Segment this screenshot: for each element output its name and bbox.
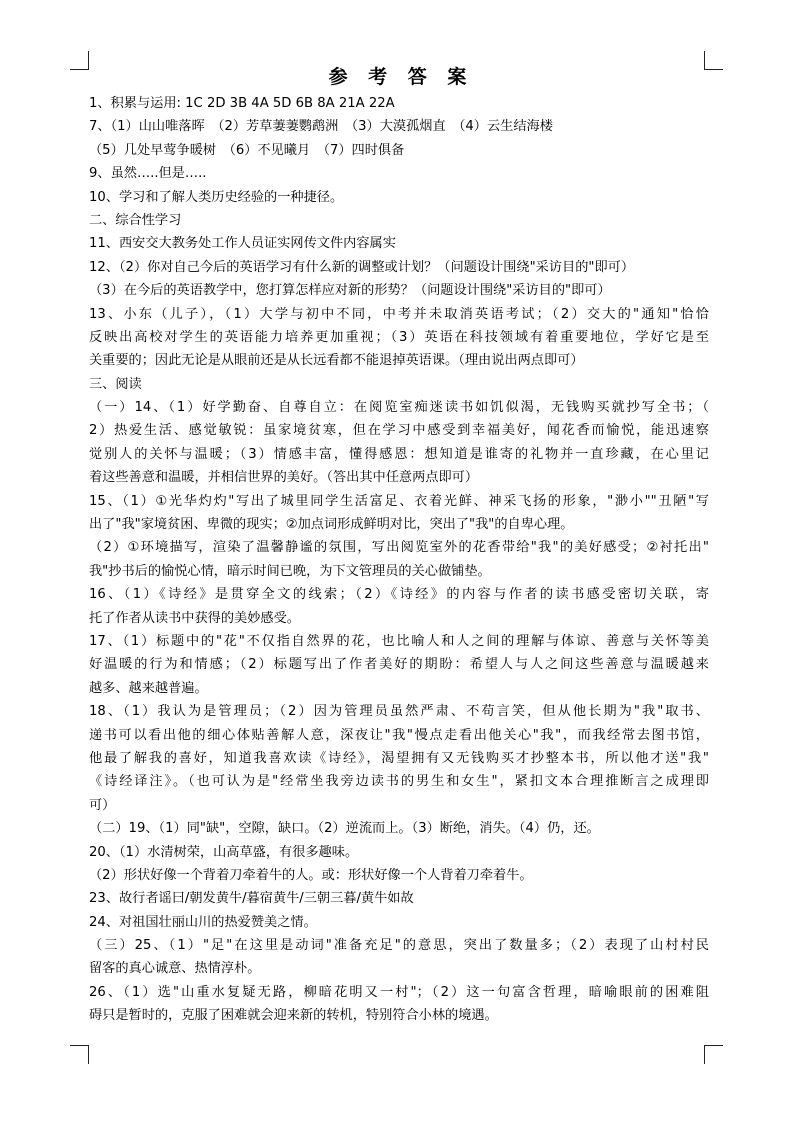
answer-line: （3）在今后的英语教学中，您打算怎样应对新的形势？（问题设计围绕"采访目的"即可） <box>89 283 611 299</box>
answer-line: （一）14、（1）好学勤奋、自尊自立：在阅览室痴迷读书如饥似渴，无钱购买就抄写全书；（ <box>89 400 709 416</box>
answer-line: （二）19、（1）同"缺"，空隙，缺口。（2）逆流而上。（3）断绝，消失。（4）仍，还。 <box>89 821 600 837</box>
answer-line: 反映出高校对学生的英语能力培养更加重视；（3）英语在科技领域有着重要地位，学好它是至 <box>89 329 709 345</box>
answer-line: 13、小东（儿子），（1）大学与初中不同，中考并未取消英语考试；（2）交大的"通知"恰恰 <box>89 306 709 322</box>
answer-line: 托了作者从读书中获得的美妙感受。 <box>89 610 300 626</box>
answer-line: 12、（2）你对自己今后的英语学习有什么新的调整或计划？（问题设计围绕"采访目的"即可） <box>89 259 635 275</box>
answer-line: 7、（1）山山唯落晖 （2）芳草萋萋鹦鹉洲 （3）大漠孤烟直 （4）云生结海楼 <box>89 119 553 135</box>
answer-line: 23、故行者谣曰/朝发黄牛/暮宿黄牛/三朝三暮/黄牛如故 <box>89 891 414 907</box>
answer-line: 9、虽然…..但是….. <box>89 166 207 182</box>
answer-line: （三）25、（1）"足"在这里是动词"准备充足"的意思，突出了数量多；（2）表现了山村村民 <box>89 938 709 954</box>
answer-line: 碍只是暂时的，克服了困难就会迎来新的转机，特别符合小林的境遇。 <box>89 1008 498 1024</box>
answer-line: 三、阅读 <box>89 376 142 392</box>
answer-line: （2）①环境描写，渲染了温馨静谧的氛围，写出阅览室外的花香带给"我"的美好感受；②衬托出" <box>89 540 709 556</box>
answer-line: 着这些善意和温暖，并相信世界的美好。（答出其中任意两点即可） <box>89 470 479 486</box>
answer-line: 可） <box>89 797 116 813</box>
answer-line: 觉别人的关怀与温暖；（3）情感丰富，懂得感恩：想知道是谁寄的礼物并一直珍藏，在心里记 <box>89 446 709 462</box>
answer-line: 24、对祖国壮丽山川的热爱赞美之情。 <box>89 914 317 930</box>
answer-line: 11、西安交大教务处工作人员证实网传文件内容属实 <box>89 236 396 252</box>
answer-line: 二、综合性学习 <box>89 212 182 228</box>
answer-body <box>89 92 709 1028</box>
answer-line: 好温暖的行为和情感；（2）标题写出了作者美好的期盼：希望人与人之间这些善意与温暖越来 <box>89 657 709 673</box>
answer-line: 16、（1）《诗经》是贯穿全文的线索；（2）《诗经》的内容与作者的读书感受密切关联，寄 <box>89 587 709 603</box>
answer-line: 26、（1）选"山重水复疑无路，柳暗花明又一村"；（2）这一句富含哲理，暗喻眼前的困难阻 <box>89 984 709 1000</box>
answer-line: 20、（1）水清树荣，山高草盛，有很多趣味。 <box>89 844 359 860</box>
crop-mark-bottom-left <box>70 1045 89 1064</box>
answer-line: （2）形状好像一个背着刀牵着牛的人。或：形状好像一个人背着刀牵着牛。 <box>89 867 533 883</box>
crop-mark-bottom-right <box>704 1045 723 1064</box>
answer-line: 越多、越来越普遍。 <box>89 680 208 696</box>
answer-line: 1、积累与运用: 1C 2D 3B 4A 5D 6B 8A 21A 22A <box>89 96 395 111</box>
answer-line: 17、（1）标题中的"花"不仅指自然界的花，也比喻人和人之间的理解与体谅、善意与关怀等美 <box>89 633 709 649</box>
answer-line: 关重要的；因此无论是从眼前还是从长远看都不能退掉英语课。（理由说出两点即可） <box>89 353 584 369</box>
answer-line: 留客的真心诚意、热情淳朴。 <box>89 961 261 977</box>
answer-line: 递书可以看出他的细心体贴善解人意，深夜让"我"慢点走看出他关心"我"，而我经常去图书馆， <box>89 727 709 743</box>
answer-line: 18、（1）我认为是管理员；（2）因为管理员虽然严肃、不苟言笑，但从他长期为"我"取书、 <box>89 704 709 720</box>
answer-line: 我"抄书后的愉悦心情，暗示时间已晚，为下文管理员的关心做铺垫。 <box>89 563 491 579</box>
answer-line: 15、（1）①光华灼灼"写出了城里同学生活富足、衣着光鲜、神采飞扬的形象，"渺小""丑陋"写 <box>89 493 709 509</box>
answer-line: （5）几处早莺争暖树 （6）不见曦月 （7）四时俱备 <box>89 142 405 158</box>
answer-line: 《诗经译注》。（也可认为是"经常坐我旁边读书的男生和女生"，紧扣文本合理推断言之成理即 <box>89 774 709 790</box>
answer-line: 10、学习和了解人类历史经验的一种捷径。 <box>89 189 344 205</box>
answer-line: 2）热爱生活、感觉敏锐：虽家境贫寒，但在学习中感受到幸福美好，闻花香而愉悦，能迅速察 <box>89 423 709 439</box>
page-title: 参 考 答 案 <box>328 66 474 88</box>
answer-line: 他最了解我的喜好，知道我喜欢读《诗经》，渴望拥有又无钱购买才抄整本书，所以他才送"我" <box>89 750 709 766</box>
answer-line: 出了"我"家境贫困、卑微的现实；②加点词形成鲜明对比，突出了"我"的自卑心理。 <box>89 517 574 533</box>
